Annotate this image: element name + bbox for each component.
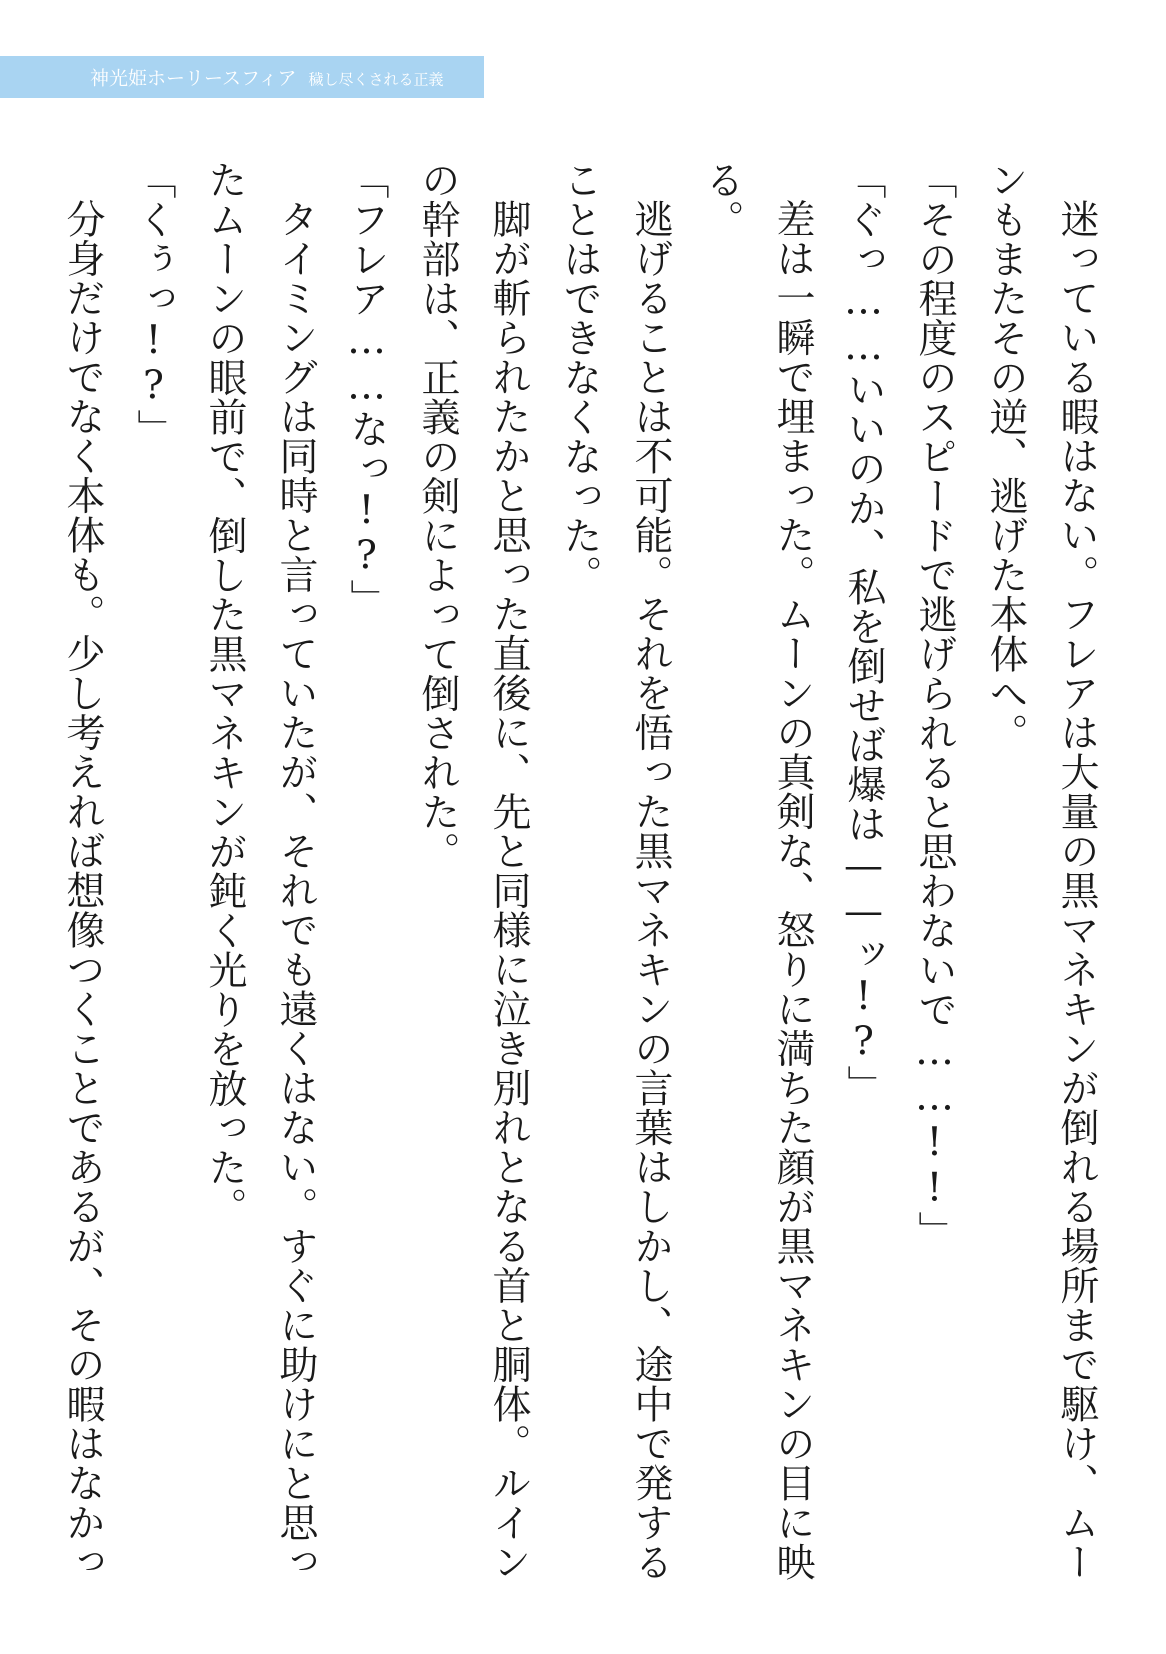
paragraph: 分身だけでなく本体も。少し考えれば想像つくことであるが、その暇はなかっ: [60, 199, 105, 1582]
dialogue-line: 「フレア……なっ!?」: [344, 160, 389, 619]
paragraph: 差は一瞬で埋まった。ムーンの真剣な、怒りに満ちた顔が黒マネキンの目に映る。: [699, 160, 815, 1582]
header-title-group: [90, 64, 444, 91]
vertical-body-text: [60, 160, 1112, 1600]
dialogue-line: 「くぅっ!?」: [131, 160, 176, 449]
dialogue-line: 「ぐっ……いいのか、私を倒せば爆は——ッ!?」: [841, 160, 886, 1105]
dialogue-line: 「その程度のスピードで逃げられると思わないで……!!」: [912, 160, 957, 1251]
paragraph: 迷っている暇はない。フレアは大量の黒マネキンが倒れる場所まで駆け、ムーンもまたその逆、逃げた本体へ。: [983, 160, 1099, 1582]
running-header: [0, 56, 484, 98]
paragraph: タイミングは同時と言っていたが、それでも遠くはない。すぐに助けにと思ったムーンの眼前で、倒した黒マネキンが鈍く光りを放った。: [202, 160, 318, 1582]
book-title: 神光姫ホーリースフィア: [90, 67, 297, 90]
paragraph: 逃げることは不可能。それを悟った黒マネキンの言葉はしかし、途中で発することはできなくなった。: [557, 160, 673, 1582]
paragraph: 脚が斬られたかと思った直後に、先と同様に泣き別れとなる首と胴体。ルインの幹部は、正義の剣によって倒された。: [415, 160, 531, 1582]
book-subtitle: 穢し尽くされる正義: [308, 70, 444, 89]
